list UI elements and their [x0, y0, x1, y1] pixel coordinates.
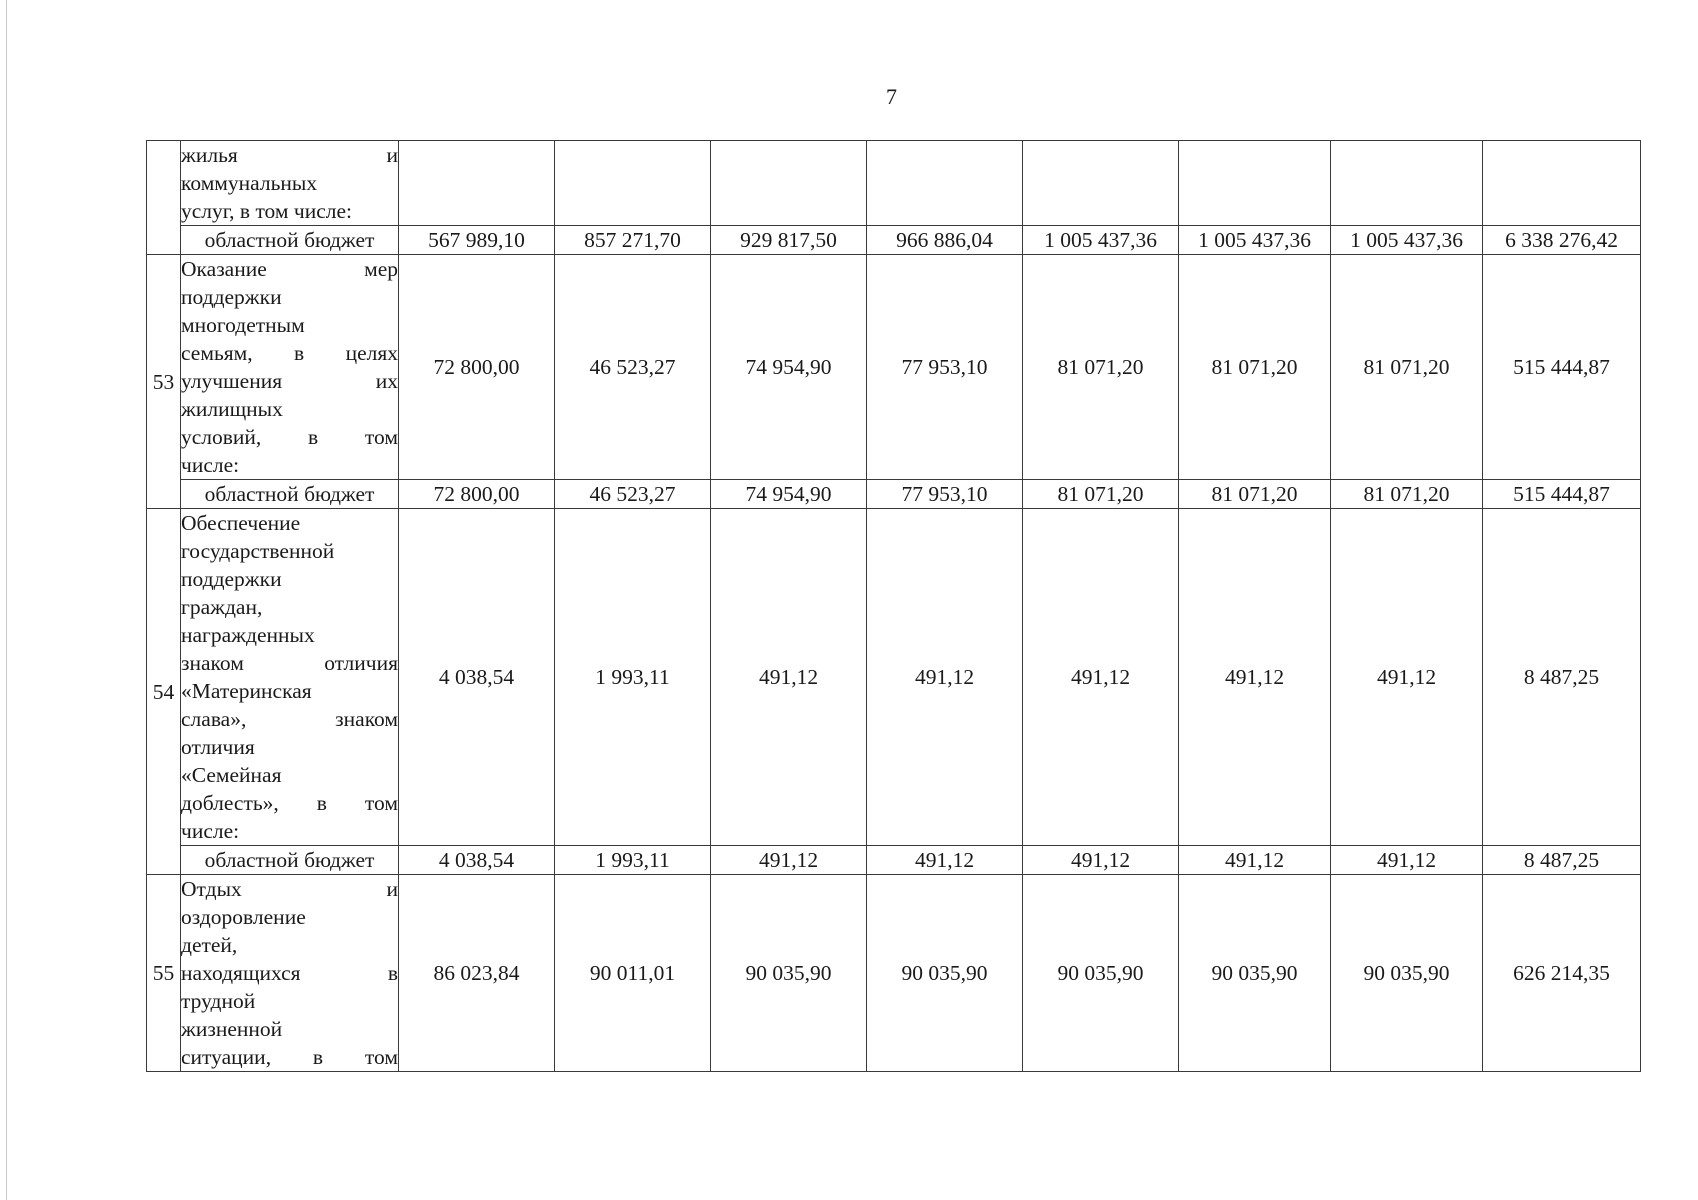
value-cell	[1179, 141, 1331, 226]
value-cell: 491,12	[1331, 846, 1483, 875]
value-cell: 90 035,90	[1023, 875, 1179, 1072]
value-cell: 567 989,10	[399, 226, 555, 255]
value-cell: 491,12	[711, 846, 867, 875]
value-cell: 81 071,20	[1179, 480, 1331, 509]
row-number-cell: 54	[147, 509, 181, 875]
row-number-cell: 55	[147, 875, 181, 1072]
value-cell: 515 444,87	[1483, 480, 1641, 509]
value-cell: 1 993,11	[555, 846, 711, 875]
description-line: услуг, в том числе:	[181, 199, 352, 223]
value-cell: 81 071,20	[1331, 255, 1483, 480]
value-cell	[711, 141, 867, 226]
subrow-label: областной бюджет	[181, 226, 399, 255]
value-cell	[1483, 141, 1641, 226]
description-line: награжденных	[181, 623, 315, 647]
table-row	[147, 509, 1641, 846]
row-description	[181, 141, 399, 226]
value-cell: 74 954,90	[711, 480, 867, 509]
value-cell: 77 953,10	[867, 255, 1023, 480]
value-cell: 491,12	[1023, 509, 1179, 846]
value-cell: 90 035,90	[1331, 875, 1483, 1072]
description-line: коммунальных	[181, 171, 318, 195]
value-cell: 81 071,20	[1179, 255, 1331, 480]
description-line: условий, в том	[181, 425, 398, 449]
description-line: знаком отличия	[181, 651, 398, 675]
description-line: «Материнская	[181, 679, 312, 703]
description-line: Обеспечение	[181, 511, 301, 535]
description-line: детей,	[181, 933, 238, 957]
value-cell: 929 817,50	[711, 226, 867, 255]
page-number: 7	[886, 84, 897, 109]
value-cell: 90 011,01	[555, 875, 711, 1072]
value-cell: 77 953,10	[867, 480, 1023, 509]
value-cell: 4 038,54	[399, 509, 555, 846]
description-line: жизненной	[181, 1017, 283, 1041]
value-cell: 857 271,70	[555, 226, 711, 255]
value-cell: 1 005 437,36	[1179, 226, 1331, 255]
value-cell: 1 005 437,36	[1331, 226, 1483, 255]
description-line: многодетным	[181, 313, 305, 337]
description-line: жилищных	[181, 397, 283, 421]
value-cell	[399, 141, 555, 226]
value-cell: 46 523,27	[555, 480, 711, 509]
value-cell	[1023, 141, 1179, 226]
table-subrow	[147, 226, 1641, 255]
row-description	[181, 509, 399, 846]
value-cell: 81 071,20	[1331, 480, 1483, 509]
value-cell: 90 035,90	[1179, 875, 1331, 1072]
value-cell: 86 023,84	[399, 875, 555, 1072]
value-cell: 4 038,54	[399, 846, 555, 875]
value-cell: 8 487,25	[1483, 846, 1641, 875]
value-cell: 90 035,90	[867, 875, 1023, 1072]
value-cell: 74 954,90	[711, 255, 867, 480]
value-cell: 81 071,20	[1023, 255, 1179, 480]
description-line: поддержки	[181, 285, 282, 309]
value-cell: 6 338 276,42	[1483, 226, 1641, 255]
description-line: Отдых и	[181, 877, 398, 901]
value-cell: 491,12	[867, 846, 1023, 875]
table-subrow	[147, 846, 1641, 875]
value-cell: 491,12	[711, 509, 867, 846]
description-line: поддержки	[181, 567, 282, 591]
description-line: доблесть», в том	[181, 791, 398, 815]
table-subrow	[147, 480, 1641, 509]
table-row	[147, 255, 1641, 480]
value-cell: 491,12	[867, 509, 1023, 846]
value-cell: 1 005 437,36	[1023, 226, 1179, 255]
value-cell	[867, 141, 1023, 226]
value-cell: 72 800,00	[399, 255, 555, 480]
value-cell: 515 444,87	[1483, 255, 1641, 480]
description-line: «Семейная	[181, 763, 282, 787]
value-cell: 491,12	[1179, 509, 1331, 846]
subrow-label: областной бюджет	[181, 846, 399, 875]
description-line: оздоровление	[181, 905, 306, 929]
row-number-cell	[147, 141, 181, 255]
description-line: отличия	[181, 735, 255, 759]
description-line: ситуации, в том	[181, 1045, 398, 1069]
table-row	[147, 141, 1641, 226]
scan-edge-line	[6, 0, 7, 1200]
value-cell: 8 487,25	[1483, 509, 1641, 846]
table-row	[147, 875, 1641, 1072]
description-line: числе:	[181, 819, 240, 843]
value-cell: 90 035,90	[711, 875, 867, 1072]
value-cell: 966 886,04	[867, 226, 1023, 255]
value-cell: 626 214,35	[1483, 875, 1641, 1072]
row-description	[181, 255, 399, 480]
value-cell	[555, 141, 711, 226]
description-line: числе:	[181, 453, 240, 477]
description-line: слава», знаком	[181, 707, 398, 731]
value-cell	[1331, 141, 1483, 226]
description-line: граждан,	[181, 595, 263, 619]
value-cell: 81 071,20	[1023, 480, 1179, 509]
value-cell: 491,12	[1023, 846, 1179, 875]
value-cell: 72 800,00	[399, 480, 555, 509]
description-line: жилья и	[181, 143, 398, 167]
row-description	[181, 875, 399, 1072]
subrow-label: областной бюджет	[181, 480, 399, 509]
value-cell: 1 993,11	[555, 509, 711, 846]
description-line: находящихся в	[181, 961, 398, 985]
description-line: Оказание мер	[181, 257, 398, 281]
description-line: государственной	[181, 539, 335, 563]
description-line: трудной	[181, 989, 256, 1013]
value-cell: 491,12	[1179, 846, 1331, 875]
value-cell: 491,12	[1331, 509, 1483, 846]
description-line: улучшения их	[181, 369, 398, 393]
description-line: семьям, в целях	[181, 341, 398, 365]
budget-table	[146, 140, 1641, 1072]
row-number-cell: 53	[147, 255, 181, 509]
value-cell: 46 523,27	[555, 255, 711, 480]
